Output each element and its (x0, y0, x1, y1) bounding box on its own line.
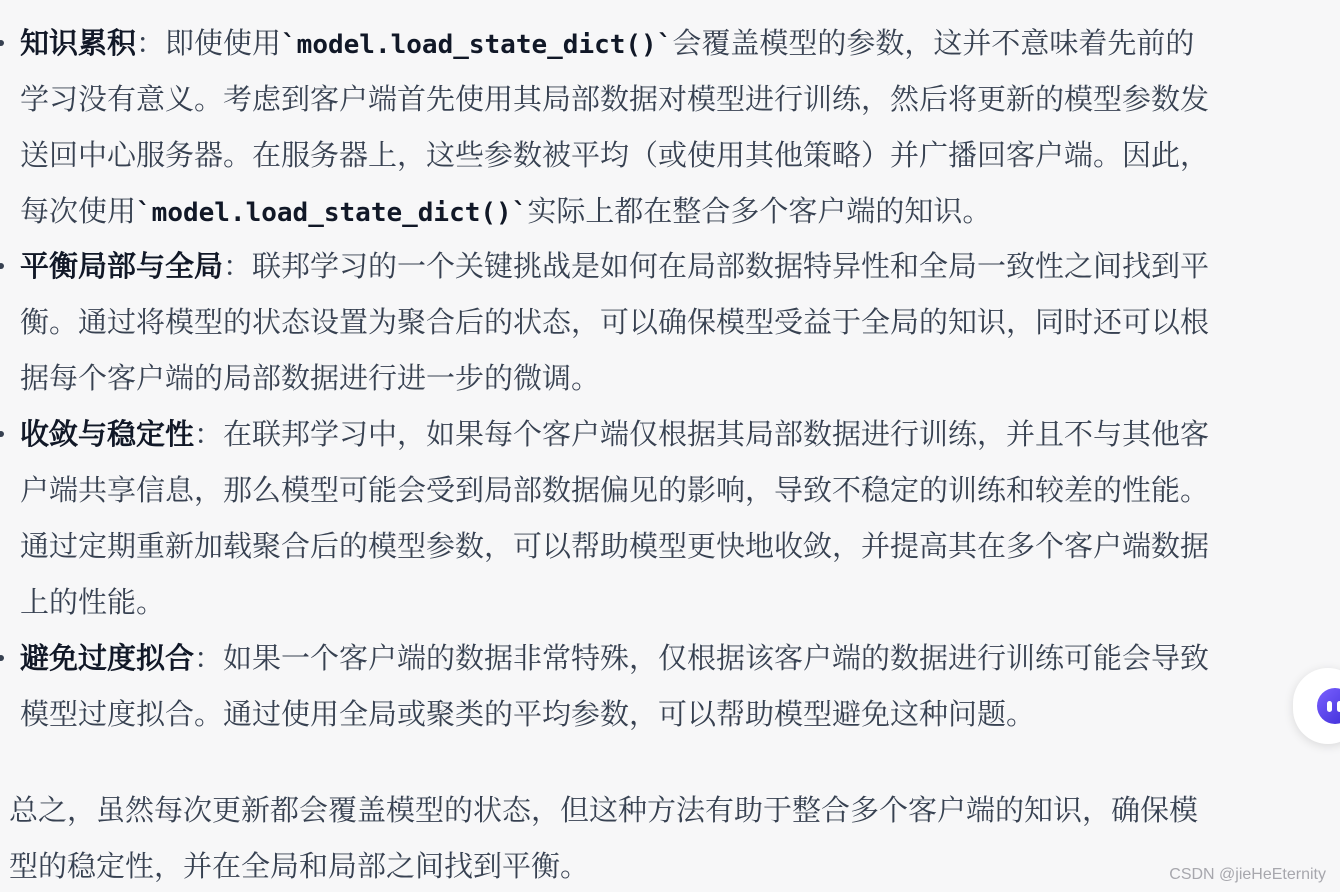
summary-paragraph (9, 782, 1340, 892)
inline-code: `model.load_state_dict()` (136, 198, 528, 228)
text-segment: ：联邦学习的一个关键挑战是如何在局部数据特异性和全局一致性之间找到平 (223, 249, 1210, 283)
list-item-balance-local-global (20, 238, 1340, 406)
line: 衡。通过将模型的状态设置为聚合后的状态，可以确保模型受益于全局的知识，同时还可以根 (20, 305, 1210, 339)
summary-line: 总之，虽然每次更新都会覆盖模型的状态，但这种方法有助于整合多个客户端的知识，确保模 (9, 793, 1199, 827)
list-item-avoid-overfitting (20, 630, 1340, 742)
bullet-icon (0, 431, 4, 437)
line: 模型过度拟合。通过使用全局或聚类的平均参数，可以帮助模型避免这种问题。 (20, 697, 1036, 731)
inline-code: `model.load_state_dict()` (281, 30, 673, 60)
line (20, 183, 1340, 239)
bullet-icon (0, 263, 4, 269)
line: 上的性能。 (20, 585, 166, 619)
line: 学习没有意义。考虑到客户端首先使用其局部数据对模型进行训练，然后将更新的模型参数发 (20, 82, 1210, 116)
item-term: 平衡局部与全局 (20, 249, 224, 283)
bullet-icon (0, 40, 4, 46)
text-segment: 每次使用 (20, 194, 137, 228)
summary-line: 型的稳定性，并在全局和局部之间找到平衡。 (9, 849, 590, 883)
bullet-icon (0, 655, 4, 661)
assistant-face-icon (1317, 688, 1340, 724)
text-segment: ：即使使用 (136, 26, 282, 60)
line (20, 238, 1340, 294)
line (20, 406, 1340, 462)
line: 据每个客户端的局部数据进行进一步的微调。 (20, 361, 601, 395)
line: 户端共享信息，那么模型可能会受到局部数据偏见的影响，导致不稳定的训练和较差的性能。 (20, 473, 1210, 507)
text-segment: 实际上都在整合多个客户端的知识。 (527, 194, 992, 228)
watermark: CSDN @jieHeEternity (1169, 866, 1326, 883)
line: 送回中心服务器。在服务器上，这些参数被平均（或使用其他策略）并广播回客户端。因此， (20, 138, 1210, 172)
text-segment: ：在联邦学习中，如果每个客户端仅根据其局部数据进行训练，并且不与其他客 (194, 417, 1210, 451)
line (20, 630, 1340, 686)
list-item-knowledge-accumulation (20, 15, 1340, 239)
line: 通过定期重新加载聚合后的模型参数，可以帮助模型更快地收敛，并提高其在多个客户端数据 (20, 529, 1210, 563)
line (20, 15, 1340, 71)
item-term: 知识累积 (20, 26, 137, 60)
item-term: 避免过度拟合 (20, 641, 195, 675)
list-item-convergence-stability (20, 406, 1340, 630)
text-segment: ：如果一个客户端的数据非常特殊，仅根据该客户端的数据进行训练可能会导致 (194, 641, 1210, 675)
item-term: 收敛与稳定性 (20, 417, 195, 451)
text-segment: 会覆盖模型的参数，这并不意味着先前的 (672, 26, 1195, 60)
